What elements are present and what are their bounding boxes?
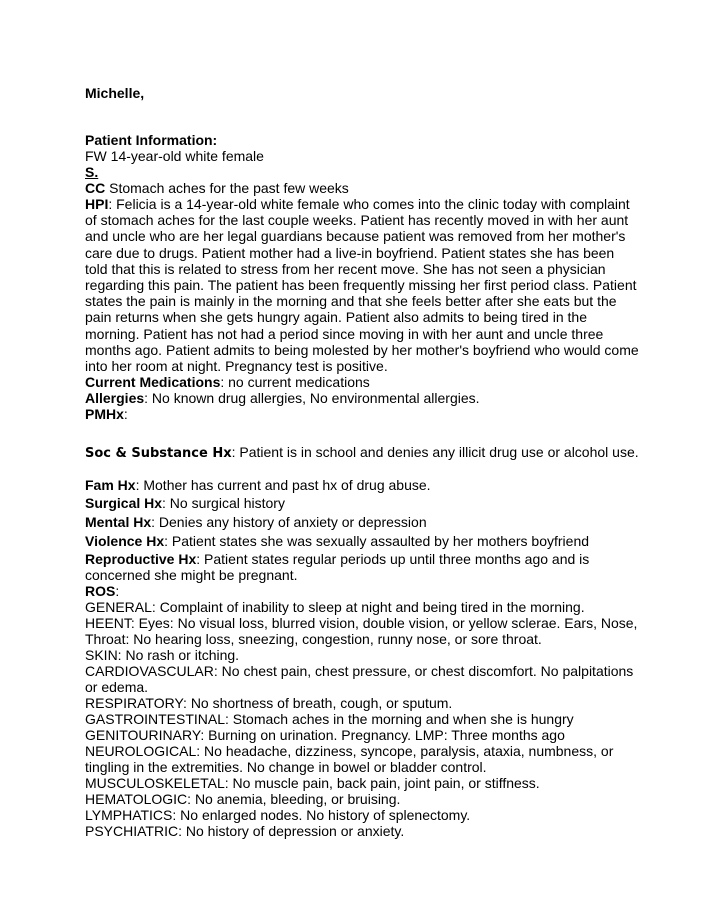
section-s-heading: S. bbox=[85, 164, 99, 180]
mental-hx-value: : Denies any history of anxiety or depression bbox=[151, 514, 427, 530]
soc-hx-value: : Patient is in school and denies any illicit drug use or alcohol use. bbox=[231, 444, 639, 460]
cc-row bbox=[85, 180, 349, 196]
violence-hx-row bbox=[85, 533, 589, 549]
ros-musculoskeletal: MUSCULOSKELETAL: No muscle pain, back pain, joint pain, or stiffness. bbox=[85, 775, 540, 791]
ros-general: GENERAL: Complaint of inability to sleep at night and being tired in the morning. bbox=[85, 599, 585, 615]
reproductive-hx-value: : Patient states regular periods up until three months ago and is concerned she might be pregnant. bbox=[85, 551, 590, 584]
current-medications-value: : no current medications bbox=[220, 374, 370, 390]
hpi-label: HPI bbox=[85, 196, 109, 212]
current-medications-row bbox=[85, 374, 370, 390]
reproductive-hx-paragraph bbox=[85, 551, 640, 583]
hpi-paragraph bbox=[85, 196, 640, 374]
fam-hx-label: Fam Hx bbox=[85, 477, 136, 493]
allergies-label: Allergies bbox=[85, 390, 145, 406]
ros-heading bbox=[85, 583, 119, 599]
violence-hx-value: : Patient states she was sexually assaulted by her mothers boyfriend bbox=[164, 533, 590, 549]
mental-hx-row bbox=[85, 514, 427, 530]
ros-psychiatric: PSYCHIATRIC: No history of depression or anxiety. bbox=[85, 823, 405, 839]
ros-respiratory: RESPIRATORY: No shortness of breath, cough, or sputum. bbox=[85, 695, 453, 711]
ros-cardiovascular: CARDIOVASCULAR: No chest pain, chest pressure, or chest discomfort. No palpitations or edema. bbox=[85, 663, 634, 696]
hpi-value: : Felicia is a 14-year-old white female who comes into the clinic today with complaint of stomach aches for the last couple weeks. Patient has recently moved in with her aunt and uncle who are her legal guardians because patient was removed from her mother's care due to drugs. Patient mother had a live-in boyfriend. Patient states she has been told that this is related to stress from her recent move. She has not seen a physician regarding this pain. The patient has been frequently missing her first period class. Patient states the pain is mainly in the morning and that she feels better after she eats but the pain returns when she gets hungry again. Patient also admits to being tired in the morning. Patient has not had a period since moving in with her aunt and uncle three months ago. Patient admits to being molested by her mother's boyfriend who would come into her room at night. Pregnancy test is positive. bbox=[85, 196, 639, 375]
pmhx-row bbox=[85, 406, 128, 422]
ros-hematologic: HEMATOLOGIC: No anemia, bleeding, or bruising. bbox=[85, 791, 401, 807]
cc-value: Stomach aches for the past few weeks bbox=[105, 180, 349, 196]
fam-hx-value: : Mother has current and past hx of drug abuse. bbox=[135, 477, 431, 493]
reproductive-hx-label: Reproductive Hx bbox=[85, 551, 197, 567]
ros-neurological: NEUROLOGICAL: No headache, dizziness, syncope, paralysis, ataxia, numbness, or tingling in the extremities. No change in bowel or bladder control. bbox=[85, 743, 614, 776]
pmhx-label: PMHx bbox=[85, 406, 124, 422]
ros-heent: HEENT: Eyes: No visual loss, blurred vision, double vision, or yellow sclerae. Ears, Nose, Throat: No hearing loss, sneezing, congestion, runny nose, or sore throat. bbox=[85, 615, 638, 648]
allergies-value: : No known drug allergies, No environmental allergies. bbox=[144, 390, 480, 406]
salutation: Michelle, bbox=[85, 85, 145, 101]
ros-skin: SKIN: No rash or itching. bbox=[85, 647, 240, 663]
surgical-hx-label: Surgical Hx bbox=[85, 495, 163, 511]
allergies-row bbox=[85, 390, 480, 406]
ros-label: ROS bbox=[85, 583, 116, 599]
mental-hx-label: Mental Hx bbox=[85, 514, 152, 530]
surgical-hx-value: : No surgical history bbox=[162, 495, 285, 511]
soc-hx-label: Soc & Substance Hx bbox=[85, 446, 232, 461]
cc-label: CC bbox=[85, 180, 106, 196]
fam-hx-row bbox=[85, 477, 431, 493]
ros-lymphatics: LYMPHATICS: No enlarged nodes. No history of splenectomy. bbox=[85, 807, 471, 823]
patient-info-heading: Patient Information: bbox=[85, 132, 218, 148]
current-medications-label: Current Medications bbox=[85, 374, 221, 390]
document-page bbox=[85, 0, 645, 918]
surgical-hx-row bbox=[85, 495, 285, 511]
ros-suffix: : bbox=[115, 583, 120, 599]
soc-hx-paragraph bbox=[85, 444, 640, 462]
patient-info-value: FW 14-year-old white female bbox=[85, 148, 264, 164]
ros-genitourinary: GENITOURINARY: Burning on urination. Pregnancy. LMP: Three months ago bbox=[85, 727, 565, 743]
pmhx-value: : bbox=[123, 406, 128, 422]
ros-gastrointestinal: GASTROINTESTINAL: Stomach aches in the morning and when she is hungry bbox=[85, 711, 574, 727]
violence-hx-label: Violence Hx bbox=[85, 533, 165, 549]
